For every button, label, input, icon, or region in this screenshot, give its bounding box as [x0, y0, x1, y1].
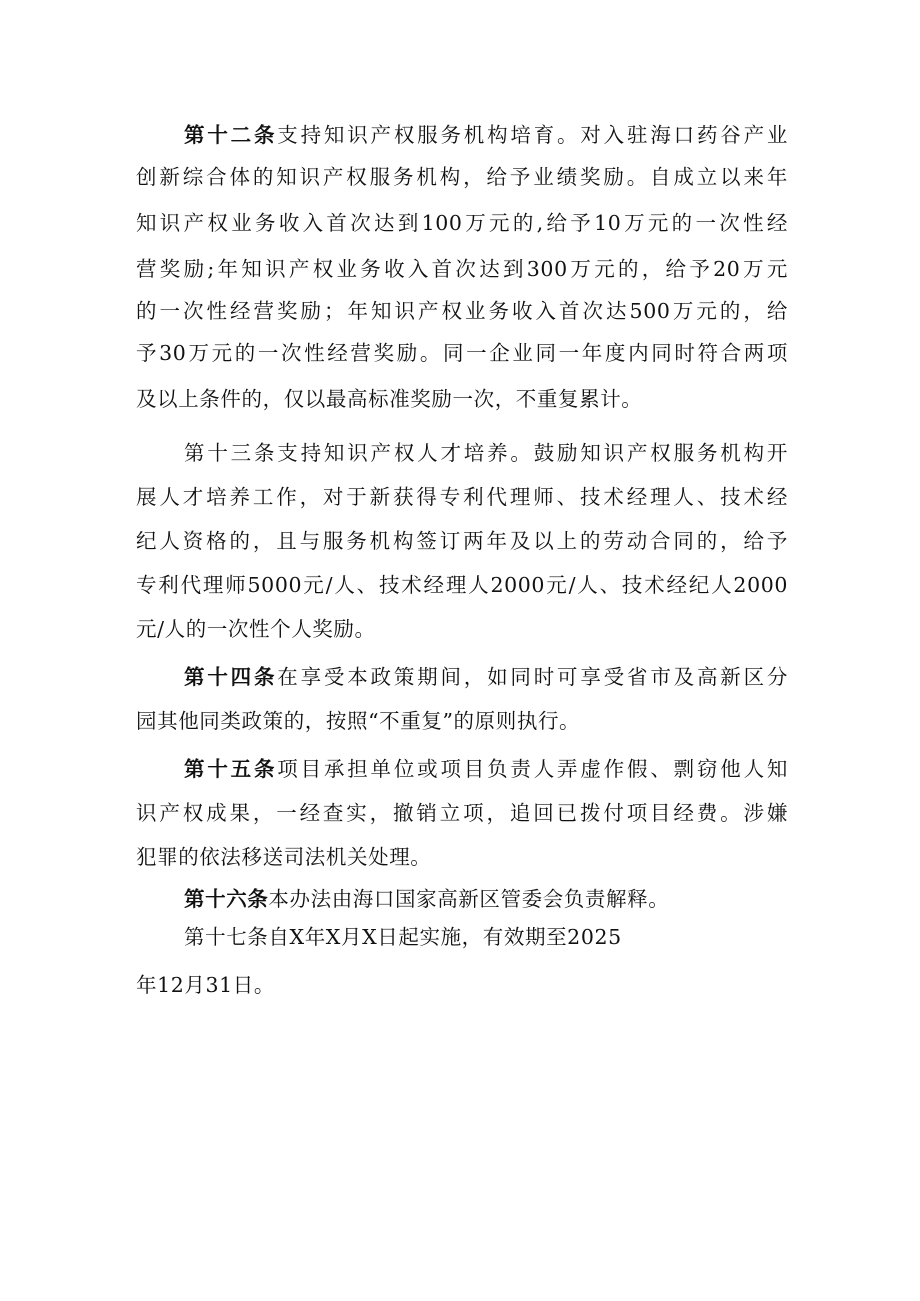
article-16-heading: 第十六条 — [184, 887, 269, 911]
article-16-line-1 — [184, 880, 669, 918]
article-17-line-1: 第十七条自X年X月X日起实施，有效期至2025 — [184, 925, 622, 949]
article-14-text: 在享受本政策期间，如同时可享受省市及高新区分 — [277, 665, 788, 689]
article-13-line-3: 纪人资格的，且与服务机构签订两年及以上的劳动合同的，给予 — [136, 529, 788, 553]
article-14-line-2: 园其他同类政策的，按照“不重复”的原则执行。 — [136, 709, 581, 733]
article-16-text: 本办法由海口国家高新区管委会负责解释。 — [268, 887, 670, 911]
article-12-line-3: 知识产权业务收入首次达到100万元的,给予10万元的一次性经 — [136, 211, 788, 235]
article-12-line-2: 创新综合体的知识产权服务机构，给予业绩奖励。自成立以来年 — [136, 165, 788, 189]
article-17-line-2: 年12月31日。 — [136, 973, 275, 997]
article-15-line-1 — [184, 750, 788, 788]
article-12-heading: 第十二条 — [184, 123, 278, 147]
article-12-line-5: 的一次性经营奖励；年知识产权业务收入首次达500万元的，给 — [136, 299, 788, 323]
article-13-line-5: 元/人的一次性个人奖励。 — [136, 617, 376, 641]
article-14-line-1 — [184, 658, 788, 696]
article-15-heading: 第十五条 — [184, 757, 278, 781]
article-15-line-2: 识产权成果，一经查实，撤销立项，追回已拨付项目经费。涉嫌 — [136, 801, 788, 825]
article-14-heading: 第十四条 — [184, 665, 278, 689]
article-12-text: 支持知识产权服务机构培育。对入驻海口药谷产业 — [277, 123, 788, 147]
article-12-line-7: 及以上条件的，仅以最高标准奖励一次，不重复累计。 — [136, 387, 643, 411]
article-13-line-2: 展人才培养工作，对于新获得专利代理师、技术经理人、技术经 — [136, 485, 788, 509]
article-15-text: 项目承担单位或项目负责人弄虚作假、剽窃他人知 — [277, 757, 788, 781]
article-12-line-1 — [184, 116, 788, 154]
article-15-line-3: 犯罪的依法移送司法机关处理。 — [136, 845, 432, 869]
article-12-line-4: 营奖励;年知识产权业务收入首次达到300万元的，给予20万元 — [136, 257, 788, 281]
article-12-line-6: 予30万元的一次性经营奖励。同一企业同一年度内同时符合两项 — [136, 341, 788, 365]
article-13-line-4: 专利代理师5000元/人、技术经理人2000元/人、技术经纪人2000 — [136, 573, 788, 597]
article-13-line-1: 第十三条支持知识产权人才培养。鼓励知识产权服务机构开 — [184, 441, 788, 465]
